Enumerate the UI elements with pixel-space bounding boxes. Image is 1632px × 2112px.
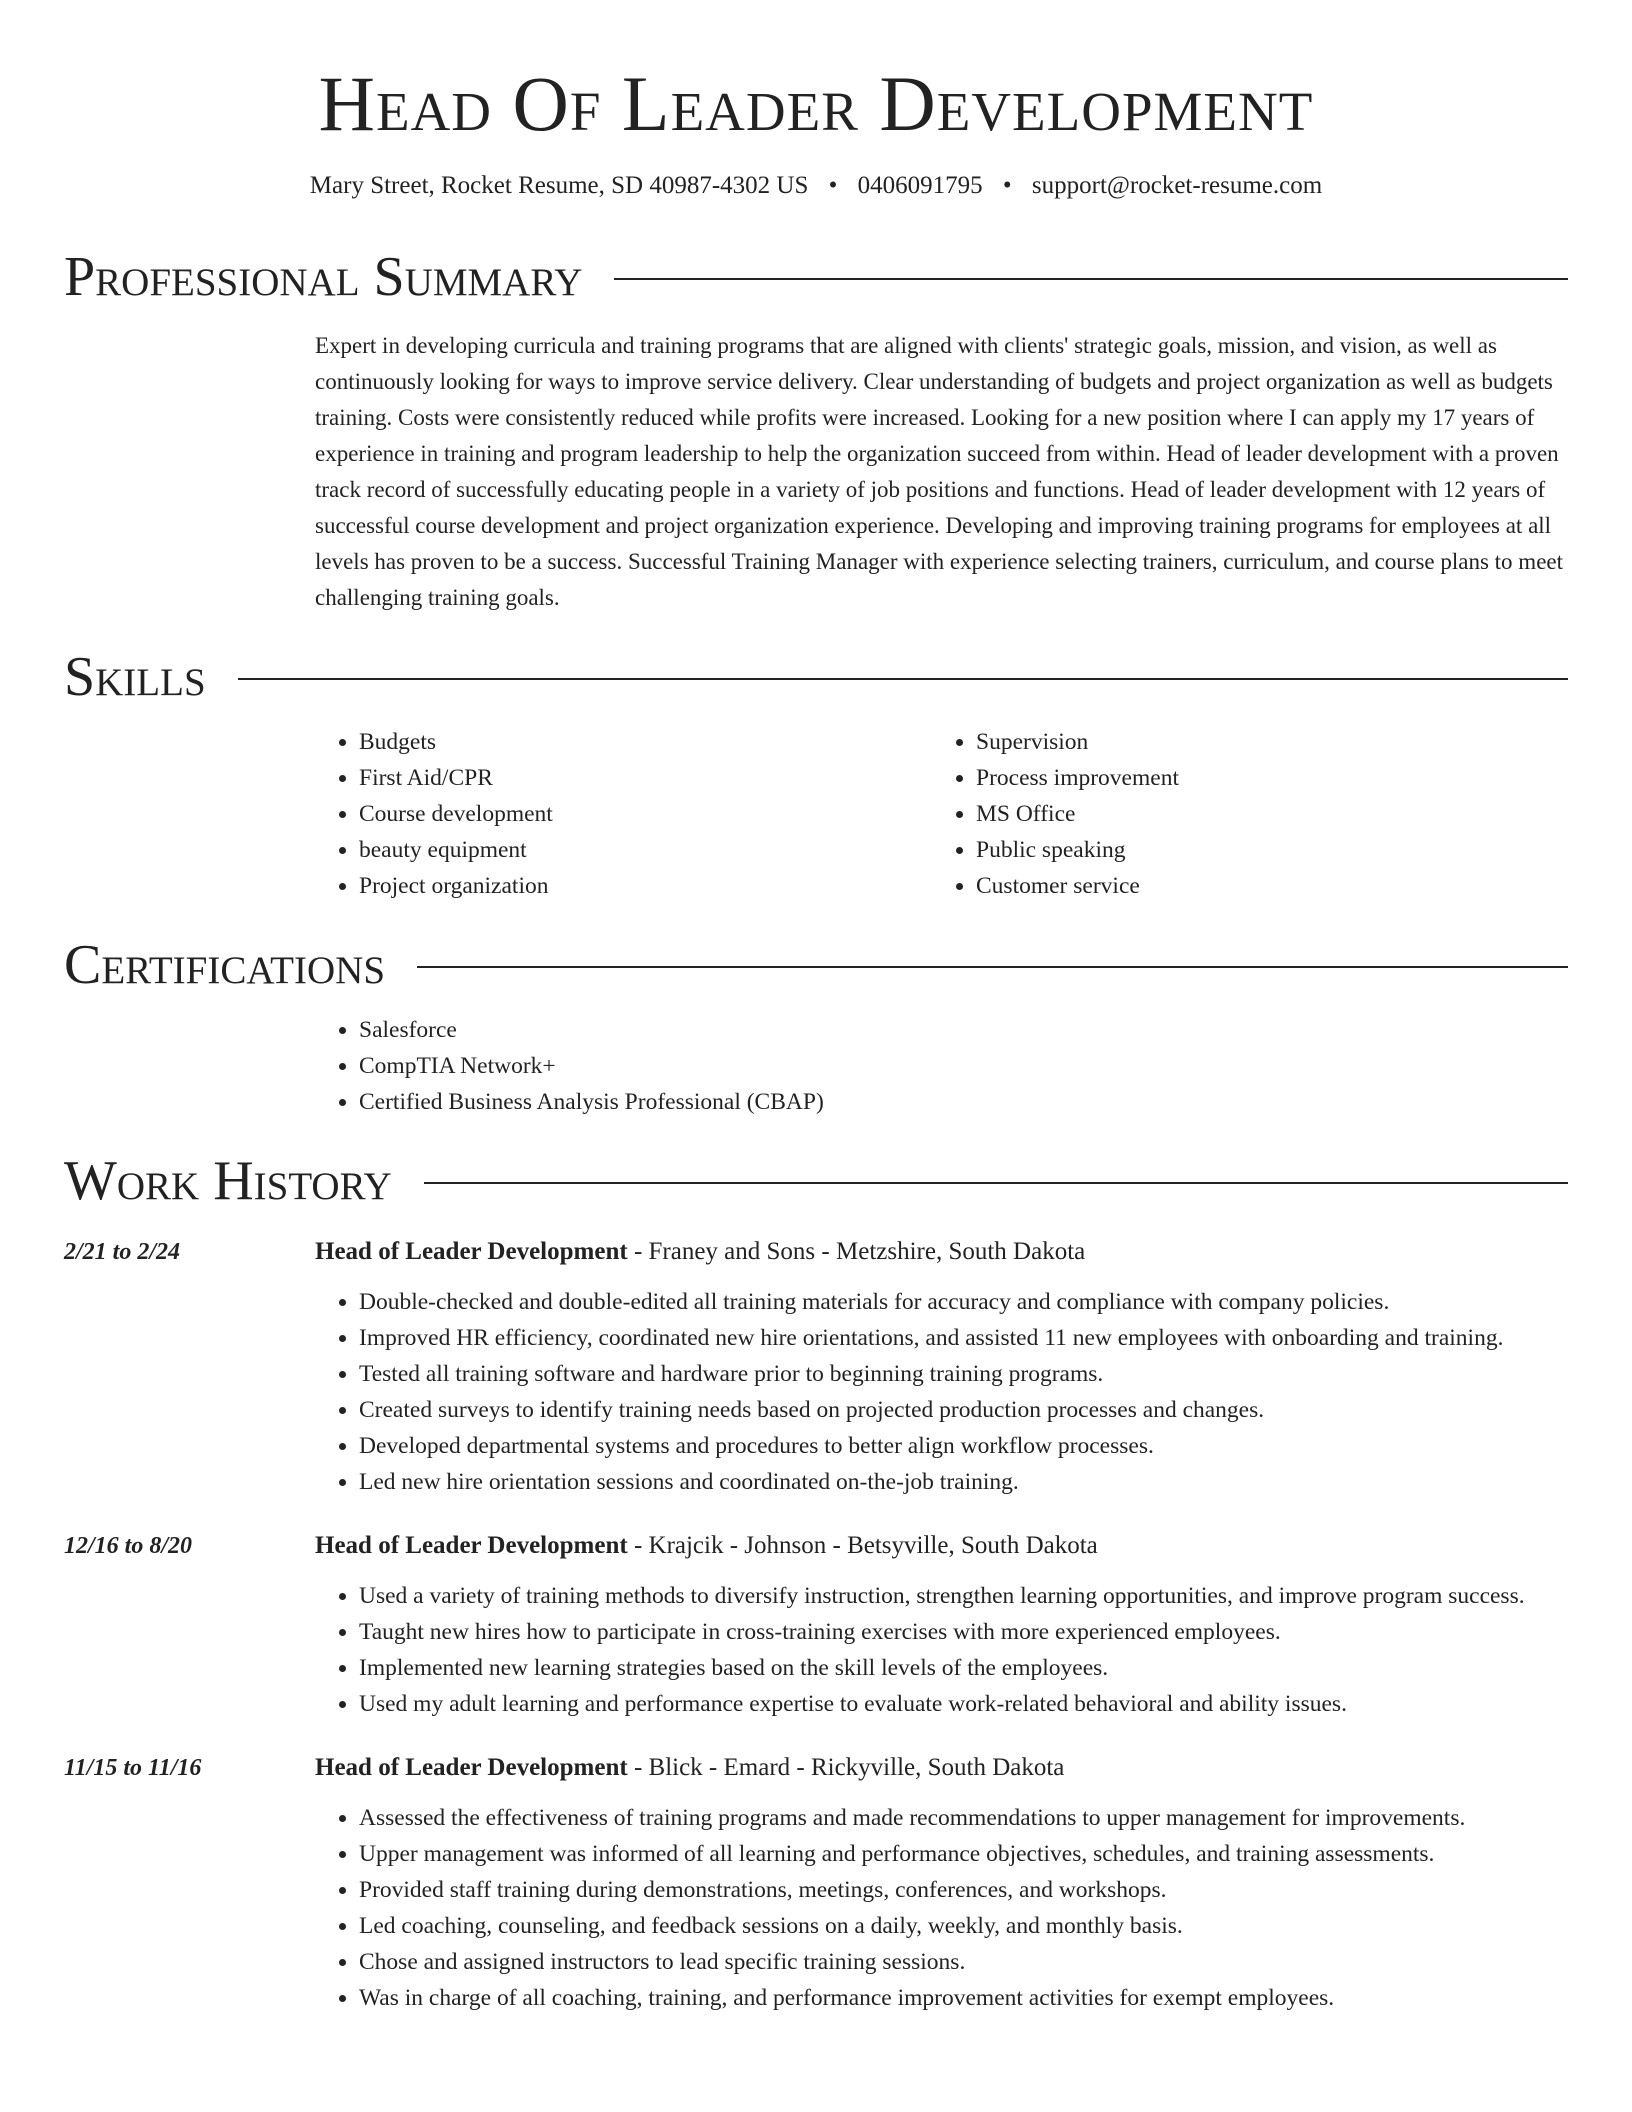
job-bullet: • Developed departmental systems and procedures to better align workflow processes. xyxy=(359,1428,1568,1464)
job-body xyxy=(315,1236,1568,1500)
skills-grid xyxy=(315,724,1568,904)
summary-heading: Professional Summary xyxy=(64,246,583,308)
contact-separator: • xyxy=(828,172,838,199)
certifications-heading: Certifications xyxy=(64,934,386,996)
certification-item: • Salesforce xyxy=(359,1012,1568,1048)
skill-item: • Supervision xyxy=(976,724,1568,760)
skill-item: • Public speaking xyxy=(976,832,1568,868)
job-bullet: • Assessed the effectiveness of training programs and made recommendations to upper management for improvements. xyxy=(359,1800,1568,1836)
job-employer: - Krajcik - Johnson - Betsyville, South Dakota xyxy=(627,1532,1098,1559)
job-dates: 12/16 to 8/20 xyxy=(64,1533,193,1559)
job-bullets xyxy=(315,1800,1568,2016)
job-title: Head of Leader Development xyxy=(315,1754,628,1781)
section-divider xyxy=(417,966,1568,968)
skill-item: • beauty equipment xyxy=(359,832,932,868)
job-bullet: • Used my adult learning and performance expertise to evaluate work-related behavioral and ability issues. xyxy=(359,1686,1568,1722)
skill-item: • MS Office xyxy=(976,796,1568,832)
certification-item: • CompTIA Network+ xyxy=(359,1048,1568,1084)
job-bullet: • Chose and assigned instructors to lead specific training sessions. xyxy=(359,1944,1568,1980)
contact-email[interactable]: support@rocket-resume.com xyxy=(1031,172,1323,199)
resume-name: Head Of Leader Development xyxy=(318,60,1314,147)
job-bullet: • Led coaching, counseling, and feedback sessions on a daily, weekly, and monthly basis. xyxy=(359,1908,1568,1944)
job-bullet: • Provided staff training during demonstrations, meetings, conferences, and workshops. xyxy=(359,1872,1568,1908)
job-title-line xyxy=(315,1530,1568,1562)
job-employer: - Blick - Emard - Rickyville, South Dakota xyxy=(627,1754,1065,1781)
section-divider xyxy=(614,278,1568,280)
skill-item: • Budgets xyxy=(359,724,932,760)
certifications-list xyxy=(315,1012,1568,1120)
job-bullet: • Improved HR efficiency, coordinated new hire orientations, and assisted 11 new employees with onboarding and training. xyxy=(359,1320,1568,1356)
summary-text: Expert in developing curricula and training programs that are aligned with clients' strategic goals, mission, and vision, as well as continuously looking for ways to improve service delivery. Clear understanding of budgets and project organization as well as budgets training. Costs were consistently reduced while profits were increased. Looking for a new position where I can apply my 17 years of experience in training and program leadership to help the organization succeed from within. Head of leader development with a proven track record of successfully educating people in a variety of job positions and functions. Head of leader development with 12 years of successful course development and project organization experience. Developing and improving training programs for employees at all levels has proven to be a success. Successful Training Manager with experience selecting trainers, curriculum, and course plans to meet challenging training goals. xyxy=(315,333,1564,610)
contact-phone: 0406091795 xyxy=(857,172,983,199)
skills-list-left xyxy=(315,724,932,904)
job-bullet: • Created surveys to identify training needs based on projected production processes and changes. xyxy=(359,1392,1568,1428)
certifications-section-header xyxy=(64,934,1568,996)
job-entry xyxy=(64,1752,1568,2016)
job-bullet: • Used a variety of training methods to diversify instruction, strengthen learning opportunities, and improve program success. xyxy=(359,1578,1568,1614)
summary-section-header xyxy=(64,246,1568,308)
job-title: Head of Leader Development xyxy=(315,1238,628,1265)
skill-item: • Project organization xyxy=(359,868,932,904)
job-dates: 11/15 to 11/16 xyxy=(64,1755,202,1781)
job-title: Head of Leader Development xyxy=(315,1532,628,1559)
contact-separator: • xyxy=(1002,172,1012,199)
work-history-heading: Work History xyxy=(64,1150,392,1212)
job-title-line xyxy=(315,1236,1568,1268)
certification-item: • Certified Business Analysis Professional (CBAP) xyxy=(359,1084,1568,1120)
job-bullets xyxy=(315,1578,1568,1722)
job-employer: - Franey and Sons - Metzshire, South Dakota xyxy=(627,1238,1086,1265)
job-bullets xyxy=(315,1284,1568,1500)
skills-section-header xyxy=(64,646,1568,708)
job-bullet: • Tested all training software and hardware prior to beginning training programs. xyxy=(359,1356,1568,1392)
job-bullet: • Taught new hires how to participate in cross-training exercises with more experienced employees. xyxy=(359,1614,1568,1650)
job-entry xyxy=(64,1236,1568,1500)
skills-heading: Skills xyxy=(64,646,206,708)
job-bullet: • Was in charge of all coaching, training, and performance improvement activities for exempt employees. xyxy=(359,1980,1568,2016)
contact-line xyxy=(64,170,1568,202)
section-divider xyxy=(424,1182,1568,1184)
job-bullet: • Double-checked and double-edited all training materials for accuracy and compliance with company policies. xyxy=(359,1284,1568,1320)
contact-address: Mary Street, Rocket Resume, SD 40987-4302 US xyxy=(309,172,809,199)
section-divider xyxy=(238,678,1568,680)
job-body xyxy=(315,1530,1568,1722)
job-dates: 2/21 to 2/24 xyxy=(64,1239,181,1265)
job-bullet: • Implemented new learning strategies based on the skill levels of the employees. xyxy=(359,1650,1568,1686)
skill-item: • Customer service xyxy=(976,868,1568,904)
job-bullet: • Led new hire orientation sessions and coordinated on-the-job training. xyxy=(359,1464,1568,1500)
certifications-block xyxy=(315,1012,1568,1120)
job-body xyxy=(315,1752,1568,2016)
job-entry xyxy=(64,1530,1568,1722)
skill-item: • First Aid/CPR xyxy=(359,760,932,796)
skill-item: • Process improvement xyxy=(976,760,1568,796)
job-title-line xyxy=(315,1752,1568,1784)
job-bullet: • Upper management was informed of all learning and performance objectives, schedules, and training assessments. xyxy=(359,1836,1568,1872)
skill-item: • Course development xyxy=(359,796,932,832)
skills-list-right xyxy=(932,724,1568,904)
work-history-section-header xyxy=(64,1150,1568,1212)
